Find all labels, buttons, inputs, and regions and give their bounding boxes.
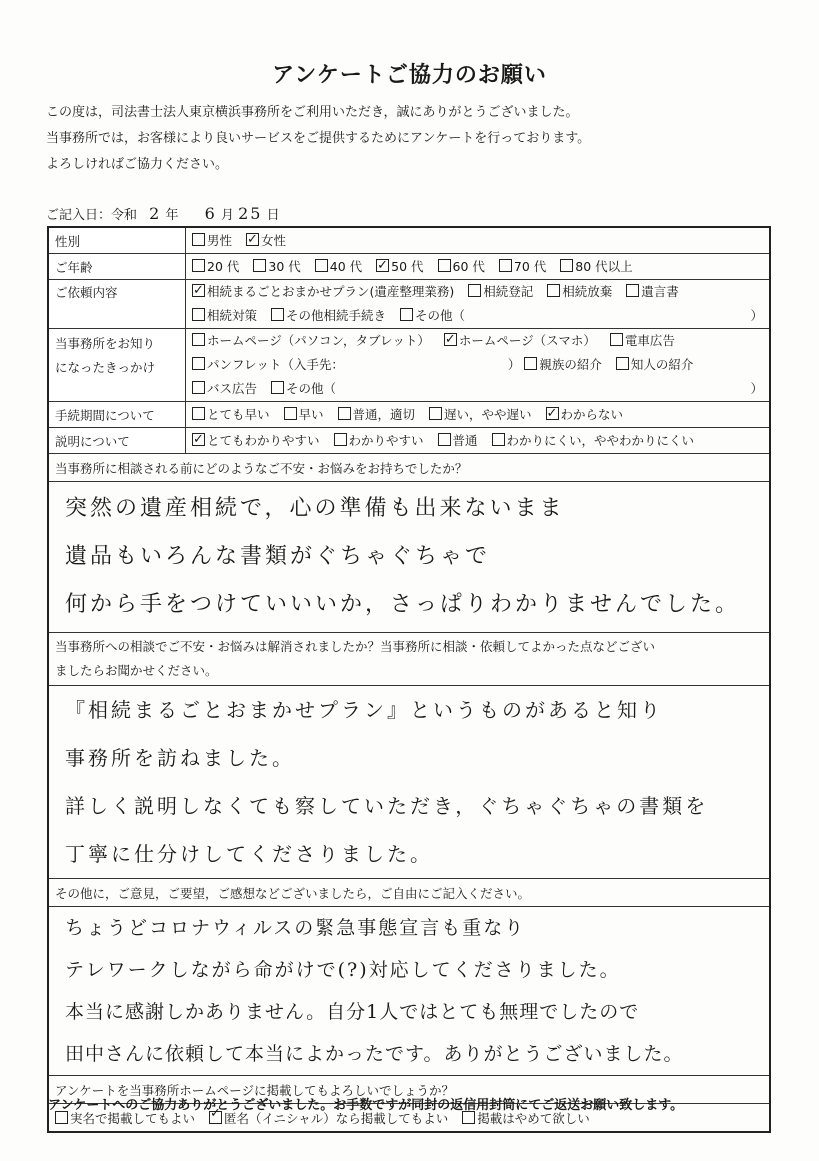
answer-1[interactable] [48, 482, 770, 633]
source-option[interactable]: バス広告 [192, 381, 257, 396]
age-options [186, 254, 771, 280]
paren-close: ） [750, 308, 763, 323]
answer-line: 何から手をつけていいいか，さっぱりわかりませんでした。 [65, 592, 741, 617]
question-2: 当事務所への相談でご不安・お悩みは解消されましたか？当事務所に相談・依頼してよかった点などござい ましたらお聞かせください。 [48, 633, 770, 686]
checkbox[interactable] [438, 259, 451, 272]
answer-line: 『相続まるごとおまかせプラン』というものがあると知り [65, 698, 663, 722]
period-option[interactable]: ✓ わからない [546, 407, 624, 422]
intro-line: よろしければご協力ください。 [46, 157, 229, 172]
date-label: ご記入日：令和 [46, 208, 138, 223]
answer-line: 本当に感謝しかありません。自分1人ではとても無理でしたので [65, 1001, 640, 1023]
request-option[interactable]: 相続放棄 [547, 284, 612, 299]
checkbox-checked[interactable] [376, 259, 389, 272]
question-3: その他に，ご意見，ご要望，ご感想などございましたら，ご自由にご記入ください。 [48, 879, 770, 907]
explanation-options [186, 428, 771, 454]
checkbox[interactable] [192, 233, 205, 246]
checkbox[interactable] [626, 284, 639, 297]
gender-female-option[interactable]: ✓ 女性 [246, 233, 286, 248]
footer-note: アンケートへのご協力ありがとうございました。お手数ですが同封の返信用封筒にてご返送お願い致します。 [48, 1098, 684, 1113]
answer-line: ちょうどコロナウィルスの緊急事態宣言も重なり [65, 917, 526, 939]
source-option[interactable]: 知人の紹介 [616, 357, 694, 372]
checkbox[interactable] [560, 259, 573, 272]
answer-line: テレワークしながら命がけで(?)対応してくださりました。 [65, 959, 621, 981]
age-option[interactable]: 80 代以上 [560, 259, 632, 274]
entry-date [46, 204, 280, 223]
checkbox-checked[interactable] [444, 333, 457, 346]
publish-question: アンケートを当事務所ホームページに掲載してもよろしいでしょうか？ [48, 1076, 770, 1104]
age-option[interactable]: 20 代 [192, 259, 239, 274]
source-option[interactable]: その他（ [271, 381, 336, 396]
checkbox[interactable] [192, 381, 205, 394]
period-option[interactable]: 遅い，やや遅い [429, 407, 532, 422]
answer-line: 遺品もいろんな書類がぐちゃぐちゃで [65, 544, 491, 569]
source-option[interactable]: パンフレット（入手先： [192, 357, 344, 372]
source-options [186, 329, 771, 402]
checkbox[interactable] [284, 407, 297, 420]
checkbox[interactable] [400, 308, 413, 321]
checkbox[interactable] [468, 284, 481, 297]
publish-option[interactable]: 掲載はやめて欲しい [462, 1111, 590, 1126]
age-option[interactable]: ✓ 50 代 [376, 259, 423, 274]
request-option[interactable]: その他相続手続き [271, 308, 386, 323]
checkbox[interactable] [334, 433, 347, 446]
request-option[interactable]: その他（ [400, 308, 465, 323]
age-label: ご年齢 [48, 254, 186, 280]
source-option[interactable]: ✓ ホームページ（スマホ） [444, 333, 596, 348]
answer-line: 事務所を訪ねました。 [65, 746, 295, 770]
checkbox[interactable] [499, 259, 512, 272]
checkbox-checked[interactable] [246, 233, 259, 246]
checkbox-checked[interactable] [192, 284, 205, 297]
checkbox[interactable] [315, 259, 328, 272]
answer-line: 丁寧に仕分けしてくださりました。 [65, 842, 433, 866]
explanation-option[interactable]: 普通 [438, 433, 478, 448]
source-option[interactable]: ホームページ（パソコン，タブレット） [192, 333, 430, 348]
checkbox[interactable] [271, 308, 284, 321]
request-option[interactable]: ✓ 相続まるごとおまかせプラン(遺産整理業務) [192, 284, 454, 299]
request-options [186, 280, 771, 329]
intro-text [46, 100, 590, 178]
explanation-label: 説明について [48, 428, 186, 454]
checkbox[interactable] [429, 407, 442, 420]
page-title: アンケートご協力のお願い [272, 63, 547, 88]
age-option[interactable]: 30 代 [253, 259, 300, 274]
answer-2[interactable] [48, 686, 770, 879]
checkbox[interactable] [438, 433, 451, 446]
intro-line: 当事務所では，お客様により良いサービスをご提供するためにアンケートを行っております。 [46, 131, 591, 146]
request-label: ご依頼内容 [48, 280, 186, 329]
date-day[interactable]: 25 [238, 204, 263, 223]
age-option[interactable]: 70 代 [499, 259, 546, 274]
paren-close: ） [750, 381, 763, 396]
checkbox[interactable] [524, 357, 537, 370]
explanation-option[interactable]: ✓ とてもわかりやすい [192, 433, 320, 448]
checkbox[interactable] [616, 357, 629, 370]
source-label: 当事務所をお知り になったきっかけ [48, 329, 186, 402]
answer-line: 田中さんに依頼して本当によかったです。ありがとうございました。 [65, 1043, 684, 1065]
source-option[interactable]: 電車広告 [610, 333, 675, 348]
publish-option[interactable]: ✓ 匿名（イニシャル）なら掲載してもよい [209, 1111, 448, 1126]
source-option[interactable]: 親族の紹介 [524, 357, 602, 372]
period-option[interactable]: とても早い [192, 407, 270, 422]
date-day-unit: 日 [266, 208, 280, 223]
request-option[interactable]: 相続対策 [192, 308, 257, 323]
checkbox[interactable] [192, 407, 205, 420]
checkbox-checked[interactable] [546, 407, 559, 420]
publish-option[interactable]: 実名で掲載してもよい [55, 1111, 195, 1126]
survey-form [47, 226, 771, 1133]
checkbox[interactable] [610, 333, 623, 346]
answer-line: 突然の遺産相続で，心の準備も出来ないまま [65, 496, 565, 521]
checkbox[interactable] [192, 357, 205, 370]
checkbox-checked[interactable] [192, 433, 205, 446]
period-option[interactable]: 普通，適切 [338, 407, 416, 422]
gender-options [186, 227, 771, 254]
checkbox[interactable] [192, 333, 205, 346]
period-options [186, 402, 771, 428]
age-option[interactable]: 40 代 [315, 259, 362, 274]
gender-male-option[interactable]: 男性 [192, 233, 232, 248]
request-option[interactable]: 相続登記 [468, 284, 533, 299]
checkbox[interactable] [547, 284, 560, 297]
period-label: 手続期間について [48, 402, 186, 428]
answer-3[interactable] [48, 907, 770, 1076]
request-option[interactable]: 遺言書 [626, 284, 679, 299]
checkbox[interactable] [271, 381, 284, 394]
checkbox[interactable] [192, 308, 205, 321]
answer-line: 詳しく説明しなくても察していただき，ぐちゃぐちゃの書類を [65, 794, 709, 818]
question-1: 当事務所に相談される前にどのようなご不安・お悩みをお持ちでしたか？ [48, 454, 770, 482]
explanation-option[interactable]: わかりやすい [334, 433, 424, 448]
checkbox[interactable] [192, 259, 205, 272]
checkbox[interactable] [253, 259, 266, 272]
age-option[interactable]: 60 代 [438, 259, 485, 274]
paren-close: ） [507, 357, 521, 372]
date-month[interactable]: 6 [204, 204, 217, 223]
gender-label: 性別 [48, 227, 186, 254]
explanation-option[interactable]: わかりにくい，ややわかりにくい [492, 433, 695, 448]
checkbox[interactable] [492, 433, 505, 446]
period-option[interactable]: 早い [284, 407, 324, 422]
checkbox[interactable] [338, 407, 351, 420]
intro-line: この度は，司法書士法人東京横浜事務所をご利用いただき，誠にありがとうございました。 [46, 105, 579, 120]
date-year[interactable]: 2 [149, 204, 162, 223]
date-year-unit: 年 [165, 208, 179, 223]
date-month-unit: 月 [220, 208, 234, 223]
